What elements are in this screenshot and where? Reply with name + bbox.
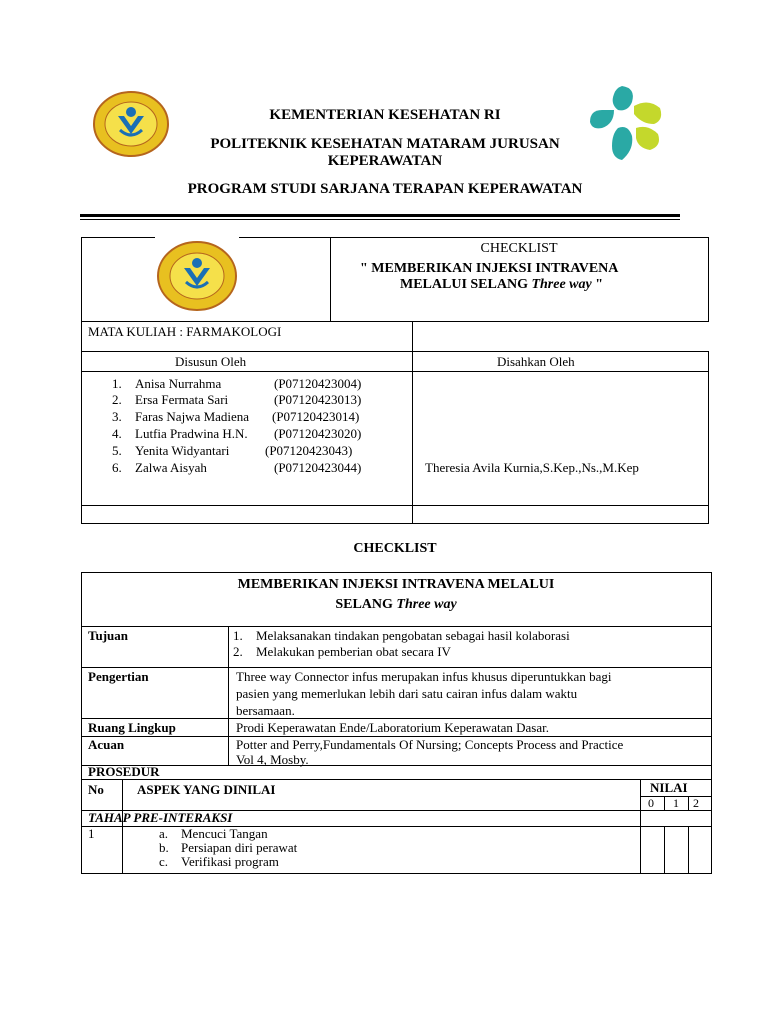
pengertian-line: Three way Connector infus merupakan infus khusus diperuntukkan bagi	[236, 669, 612, 684]
disusun-oleh-label: Disusun Oleh	[175, 354, 247, 369]
author-nim: (P07120423044)	[274, 460, 362, 475]
row1-item-text: Mencuci Tangan	[181, 826, 268, 841]
author-name: Yenita Widyantari	[135, 443, 230, 458]
poltekkes-logo-header	[92, 90, 170, 158]
list-item: 1.	[112, 376, 122, 391]
tujuan-item-text: Melaksanakan tindakan pengobatan sebagai hasil kolaborasi	[256, 628, 570, 643]
prosedur-label: PROSEDUR	[88, 764, 160, 779]
cover-title-line1: " MEMBERIKAN INJEKSI INTRAVENA	[360, 261, 619, 276]
ruang-lingkup-text: Prodi Keperawatan Ende/Laboratorium Keperawatan Dasar.	[236, 720, 549, 735]
no-header: No	[88, 782, 104, 797]
acuan-line: Potter and Perry,Fundamentals Of Nursing; Concepts Process and Practice	[236, 737, 624, 752]
nilai-col-1: 1	[673, 796, 679, 810]
section-title: CHECKLIST	[353, 541, 437, 556]
list-item: 6.	[112, 460, 122, 475]
list-item: a.	[159, 826, 169, 841]
checklist-title-line1: MEMBERIKAN INJEKSI INTRAVENA MELALUI	[237, 577, 555, 592]
list-item: c.	[159, 854, 169, 869]
approver-name: Theresia Avila Kurnia,S.Kep.,Ns.,M.Kep	[425, 460, 639, 475]
cover-checklist-label: CHECKLIST	[480, 241, 558, 256]
header-program: PROGRAM STUDI SARJANA TERAPAN KEPERAWATAN	[187, 181, 583, 197]
pengertian-line: pasien yang memerlukan lebih dari satu cairan infus dalam waktu	[236, 686, 578, 701]
author-nim: (P07120423014)	[272, 409, 360, 424]
author-nim: (P07120423004)	[274, 376, 362, 391]
header-rule-thin	[80, 219, 680, 220]
pengertian-label: Pengertian	[88, 669, 149, 684]
author-name: Zalwa Aisyah	[135, 460, 207, 475]
acuan-label: Acuan	[88, 737, 125, 752]
kemenkes-logo	[588, 84, 666, 164]
disahkan-oleh-label: Disahkan Oleh	[497, 354, 575, 369]
tujuan-item-text: Melakukan pemberian obat secara IV	[256, 644, 451, 659]
list-item: b.	[159, 840, 169, 855]
author-nim: (P07120423013)	[274, 392, 362, 407]
nilai-col-2: 2	[693, 796, 699, 810]
author-name: Anisa Nurrahma	[135, 376, 222, 391]
author-name: Ersa Fermata Sari	[135, 392, 229, 407]
tujuan-label: Tujuan	[88, 628, 128, 643]
author-name: Lutfia Pradwina H.N.	[135, 426, 248, 441]
acuan-line: Vol 4, Mosby.	[236, 752, 309, 767]
list-item: 3.	[112, 409, 122, 424]
list-item: 1.	[233, 628, 243, 643]
pengertian-line: bersamaan.	[236, 703, 295, 718]
tahap-label: TAHAP PRE-INTERAKSI	[88, 810, 233, 825]
list-item: 4.	[112, 426, 122, 441]
header-rule-thick	[80, 214, 680, 217]
row1-item-text: Persiapan diri perawat	[181, 840, 298, 855]
author-nim: (P07120423020)	[274, 426, 362, 441]
aspek-header: ASPEK YANG DINILAI	[137, 782, 276, 797]
list-item: 5.	[112, 443, 122, 458]
author-name: Faras Najwa Madiena	[135, 409, 250, 424]
list-item: 2.	[233, 644, 243, 659]
header-institution-line1: POLITEKNIK KESEHATAN MATARAM JURUSAN	[210, 136, 560, 152]
list-item: 2.	[112, 392, 122, 407]
nilai-header: NILAI	[650, 780, 688, 795]
checklist-title-line2: SELANG Three way	[335, 597, 457, 612]
poltekkes-logo-table	[156, 240, 238, 312]
mata-kuliah: MATA KULIAH : FARMAKOLOGI	[88, 324, 282, 339]
author-nim: (P07120423043)	[265, 443, 353, 458]
cover-title-line2: MELALUI SELANG Three way "	[400, 277, 604, 292]
header-institution-line2: KEPERAWATAN	[327, 153, 443, 169]
row1-item-text: Verifikasi program	[181, 854, 279, 869]
header-ministry: KEMENTERIAN KESEHATAN RI	[269, 107, 501, 123]
ruang-lingkup-label: Ruang Lingkup	[88, 720, 176, 735]
row1-no: 1	[88, 826, 95, 841]
nilai-col-0: 0	[648, 796, 654, 810]
